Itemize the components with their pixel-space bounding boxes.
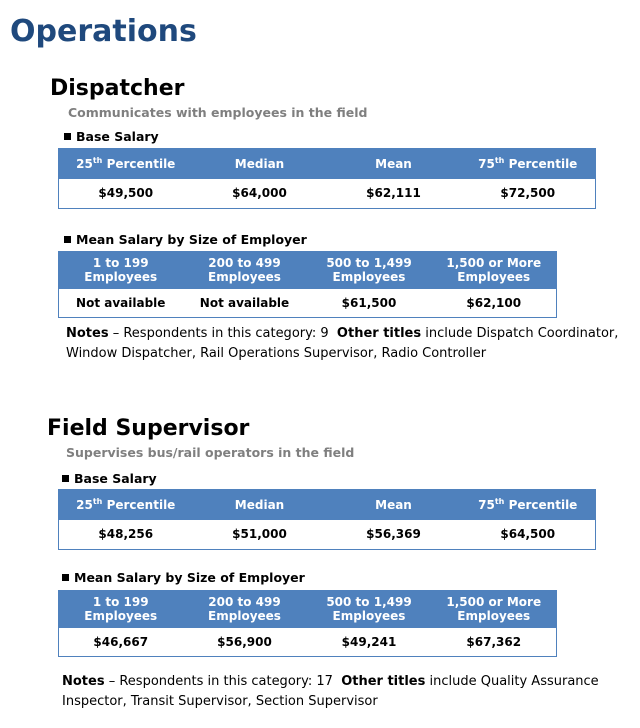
role-description-dispatcher: Communicates with employees in the field bbox=[68, 105, 368, 120]
respondents-text: – Respondents in this category: 9 bbox=[108, 326, 329, 341]
table-row bbox=[59, 628, 557, 657]
table-row bbox=[59, 179, 596, 209]
respondents-text: – Respondents in this category: 17 bbox=[104, 674, 333, 689]
table-header-row bbox=[59, 490, 596, 520]
notes-field-supervisor bbox=[62, 672, 602, 712]
bullet-square-icon bbox=[64, 236, 71, 243]
table-row bbox=[59, 289, 557, 318]
mean-salary-by-size-label: Mean Salary by Size of Employer bbox=[74, 570, 305, 585]
value-cell: $67,362 bbox=[432, 628, 557, 657]
role-title-field-supervisor: Field Supervisor bbox=[47, 416, 250, 441]
value-cell: $64,000 bbox=[193, 179, 327, 209]
header-cell-200-to-499: 200 to 499 Employees bbox=[183, 591, 307, 628]
base-salary-label: Base Salary bbox=[74, 471, 157, 486]
header-cell-1-to-199: 1 to 199 Employees bbox=[59, 591, 183, 628]
value-cell: $56,369 bbox=[327, 520, 461, 550]
value-cell: $51,000 bbox=[193, 520, 327, 550]
table-row bbox=[59, 520, 596, 550]
value-cell: $72,500 bbox=[461, 179, 596, 209]
value-cell: $56,900 bbox=[183, 628, 307, 657]
value-cell: $48,256 bbox=[59, 520, 193, 550]
mean-salary-by-size-label: Mean Salary by Size of Employer bbox=[76, 232, 307, 247]
header-cell-25th-percentile: 25th Percentile bbox=[59, 149, 193, 179]
other-titles-label: Other titles bbox=[341, 674, 426, 689]
mean-salary-by-size-heading bbox=[64, 232, 307, 247]
value-cell: $61,500 bbox=[307, 289, 432, 318]
other-titles-label: Other titles bbox=[336, 326, 422, 341]
header-cell-mean: Mean bbox=[327, 490, 461, 520]
base-salary-label: Base Salary bbox=[76, 129, 159, 144]
base-salary-table-field-supervisor bbox=[58, 489, 596, 550]
value-cell: Not available bbox=[183, 289, 307, 318]
header-cell-75th-percentile: 75th Percentile bbox=[461, 490, 596, 520]
header-cell-500-to-1499: 500 to 1,499 Employees bbox=[307, 252, 432, 289]
notes-dispatcher bbox=[66, 324, 640, 364]
base-salary-heading bbox=[64, 129, 159, 144]
other-titles-text: include Quality Assurance Inspector, Transit Supervisor, Section Supervisor bbox=[62, 674, 599, 709]
table-header-row bbox=[59, 252, 557, 289]
value-cell: $49,241 bbox=[307, 628, 432, 657]
value-cell: Not available bbox=[59, 289, 183, 318]
header-cell-75th-percentile: 75th Percentile bbox=[461, 149, 596, 179]
bullet-square-icon bbox=[62, 475, 69, 482]
value-cell: $49,500 bbox=[59, 179, 193, 209]
header-cell-500-to-1499: 500 to 1,499 Employees bbox=[307, 591, 432, 628]
value-cell: $62,111 bbox=[327, 179, 461, 209]
header-cell-median: Median bbox=[193, 149, 327, 179]
header-cell-1500-or-more: 1,500 or More Employees bbox=[432, 591, 557, 628]
role-title-dispatcher: Dispatcher bbox=[50, 76, 185, 101]
mean-salary-by-size-heading bbox=[62, 570, 305, 585]
header-cell-200-to-499: 200 to 499 Employees bbox=[183, 252, 307, 289]
table-header-row bbox=[59, 591, 557, 628]
value-cell: $64,500 bbox=[461, 520, 596, 550]
header-cell-median: Median bbox=[193, 490, 327, 520]
page-title: Operations bbox=[10, 14, 197, 49]
mean-salary-table-dispatcher bbox=[58, 251, 557, 318]
notes-label: Notes bbox=[66, 326, 109, 341]
table-header-row bbox=[59, 149, 596, 179]
header-cell-1500-or-more: 1,500 or More Employees bbox=[432, 252, 557, 289]
value-cell: $46,667 bbox=[59, 628, 183, 657]
header-cell-mean: Mean bbox=[327, 149, 461, 179]
bullet-square-icon bbox=[64, 133, 71, 140]
header-cell-1-to-199: 1 to 199 Employees bbox=[59, 252, 183, 289]
notes-label: Notes bbox=[62, 674, 105, 689]
base-salary-table-dispatcher bbox=[58, 148, 596, 209]
other-titles-text: include Dispatch Coordinator, Window Dispatcher, Rail Operations Supervisor, Radio Controller bbox=[66, 326, 619, 361]
role-description-field-supervisor: Supervises bus/rail operators in the field bbox=[66, 445, 355, 460]
base-salary-heading bbox=[62, 471, 157, 486]
header-cell-25th-percentile: 25th Percentile bbox=[59, 490, 193, 520]
value-cell: $62,100 bbox=[432, 289, 557, 318]
bullet-square-icon bbox=[62, 574, 69, 581]
mean-salary-table-field-supervisor bbox=[58, 590, 557, 657]
